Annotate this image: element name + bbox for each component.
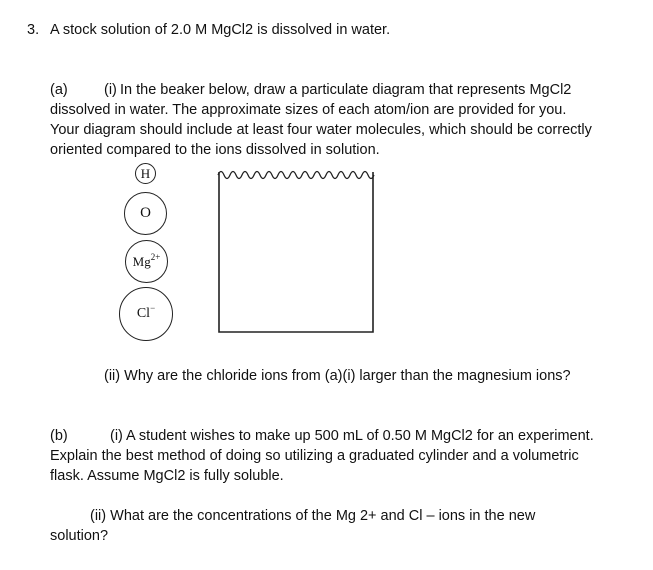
part-b-i-line-3: flask. Assume MgCl2 is fully soluble. (50, 468, 284, 484)
part-a-i-line-3: Your diagram should include at least four water molecules, which should be correctly (50, 122, 592, 138)
part-b-label: (b) (50, 428, 68, 444)
part-a-label: (a) (50, 82, 68, 98)
chloride-ion (119, 287, 173, 341)
part-a-i-label: (i) (104, 82, 117, 98)
part-b-i-line-2: Explain the best method of doing so utilizing a graduated cylinder and a volumetric (50, 448, 579, 464)
chloride-charge: − (150, 303, 156, 313)
chloride-symbol: Cl (136, 306, 151, 321)
oxygen-atom (124, 192, 167, 235)
magnesium-ion (125, 240, 168, 283)
part-a-ii: (ii) Why are the chloride ions from (a)(i) larger than the magnesium ions? (104, 368, 571, 384)
water-surface-wave (218, 172, 374, 179)
question-number: 3. (27, 22, 40, 38)
hydrogen-symbol: H (140, 165, 151, 181)
beaker-drawing-area[interactable] (214, 164, 380, 336)
part-b-ii-line-1: (ii) What are the concentrations of the Mg 2+ and Cl – ions in the new (90, 508, 536, 524)
magnesium-symbol: Mg (132, 253, 151, 269)
hydrogen-atom (135, 163, 156, 184)
part-a-i-line-2: dissolved in water. The approximate sizes of each atom/ion are provided for you. (50, 102, 567, 118)
oxygen-symbol: O (140, 205, 151, 221)
part-a-i-line-1: In the beaker below, draw a particulate diagram that represents MgCl2 (120, 82, 572, 98)
magnesium-charge: 2+ (150, 251, 161, 262)
question-stem: A stock solution of 2.0 M MgCl2 is dissolved in water. (50, 22, 391, 38)
part-b-i-label: (i) (110, 428, 123, 444)
part-b-ii-line-2: solution? (50, 528, 109, 544)
part-b-i-line-1: A student wishes to make up 500 mL of 0.50 M MgCl2 for an experiment. (126, 428, 594, 444)
part-a-i-line-4: oriented compared to the ions dissolved in solution. (50, 142, 380, 158)
beaker-outline (219, 172, 373, 332)
